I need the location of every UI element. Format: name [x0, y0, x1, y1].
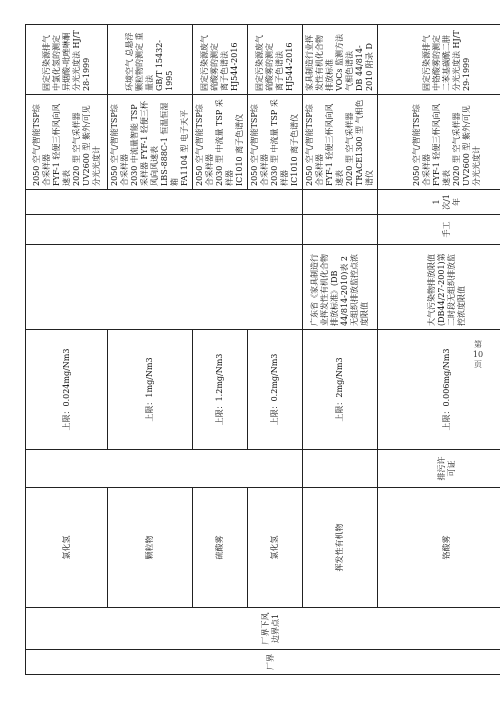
- permit-cell: 排污许可证: [378, 450, 500, 488]
- equipment-cell: 2050 空气/智能TSP综合采样器 FYF-1 轻便三杯风向风速表 2020 型 空气采样器 UV2600 型 紫外/可见分光光度计: [378, 95, 500, 190]
- method-cell: 固定污染源排气中铬酸雾的测定 二苯基碳酰二肼分光光度法 HJ/T 29-1999: [378, 25, 500, 95]
- sampling-cell: [303, 215, 378, 245]
- table-row: [248, 25, 303, 675]
- sampling-cell: 手工: [378, 215, 500, 245]
- table-row: [303, 25, 378, 675]
- table-row: [26, 25, 108, 675]
- pollutant-cell: 颗粒物: [108, 488, 193, 608]
- pollutant-cell: 挥发性有机物: [303, 488, 378, 608]
- equipment-cell: 2050 空气/智能TSP综合采样器 2030 中流量智能 TSP 采样器 FYF-1 轻便三杯风向风速表 LBS-888C-1 恒温恒湿箱 FA1104 型 电子天平: [108, 95, 193, 190]
- method-cell: 家具制造行业挥发性有机化合物排放标准 VOCs 监测方法 气相色谱法 DB 44/814-2010 附录 D: [303, 25, 378, 95]
- standard-cell: [26, 245, 303, 330]
- standard-cell: 大气污染物排放限值(DB44/27-2001)第二时段无组织排放监控浓度限值: [378, 245, 500, 330]
- point-cell: 厂界下风边界点1: [26, 608, 500, 650]
- equipment-cell: 2050 空气/智能TSP综合采样器 FYF-1 轻便三杯风向风速表 2020 型 空气采样器 TRACE1300 型 气相色谱仪: [303, 95, 378, 190]
- permit-cell: [303, 450, 378, 488]
- limit-cell: 上限：1.2mg/Nm3: [193, 330, 248, 450]
- limit-cell: 上限：0.2mg/Nm3: [248, 330, 303, 450]
- page-number: 第 10 页: [472, 340, 484, 369]
- pollutant-cell: 铬酸雾: [378, 488, 500, 608]
- table-row: [193, 25, 248, 675]
- limit-cell: 上限：0.006mg/Nm3: [378, 330, 500, 450]
- method-cell: 固定污染源废气 硫酸雾的测定 离子色谱法 HJ544-2016: [193, 25, 248, 95]
- frequency-cell: [303, 190, 378, 215]
- limit-cell: 上限：0.024mg/Nm3: [26, 330, 108, 450]
- method-cell: 固定污染源废气 硫酸雾的测定 离子色谱法 HJ544-2016: [248, 25, 303, 95]
- rotated-monitoring-table: [25, 25, 485, 675]
- pollutant-cell: 硫酸雾: [193, 488, 248, 608]
- table-row: [108, 25, 193, 675]
- pollutant-cell: 氯化氢: [26, 488, 108, 608]
- pollutant-cell: 氯化氢: [248, 488, 303, 608]
- permit-cell: [26, 450, 303, 488]
- sampling-cell: [26, 215, 303, 245]
- frequency-cell: 1次/1年: [378, 190, 500, 215]
- equipment-cell: 2050 空气/智能TSP综合采样器 FYF-1 轻便三杯风向风速表 2020 型 空气采样器 UV2600 型 紫外/可见分光光度计: [26, 95, 108, 190]
- equipment-cell: 2050 空气/智能TSP综合采样器 2030 型 中流量 TSP 采样器 IC1010 离子色谱仪: [248, 95, 303, 190]
- standard-cell: 广东省《家具制造行业挥发性有机化合物排放标准》(DB 44/814-2010)表 2 无组织排放监控点浓度限值: [303, 245, 378, 330]
- category-cell: 厂界: [26, 650, 500, 675]
- frequency-cell: [26, 190, 303, 215]
- method-cell: 环境空气 总悬浮颗粒物的测定 重量法 GB/T 15432-1995: [108, 25, 193, 95]
- equipment-cell: 2050 空气/智能TSP综合采样器 2030 型 中流量 TSP 采样器 IC1010 离子色谱仪: [193, 95, 248, 190]
- monitoring-table: [25, 24, 500, 675]
- limit-cell: 上限：1mg/Nm3: [108, 330, 193, 450]
- limit-cell: 上限：2mg/Nm3: [303, 330, 378, 450]
- method-cell: 固定污染源排气中氯化氢的测定 异烟酸-吡唑啉酮分光光度法 HJ/T 28-1999: [26, 25, 108, 95]
